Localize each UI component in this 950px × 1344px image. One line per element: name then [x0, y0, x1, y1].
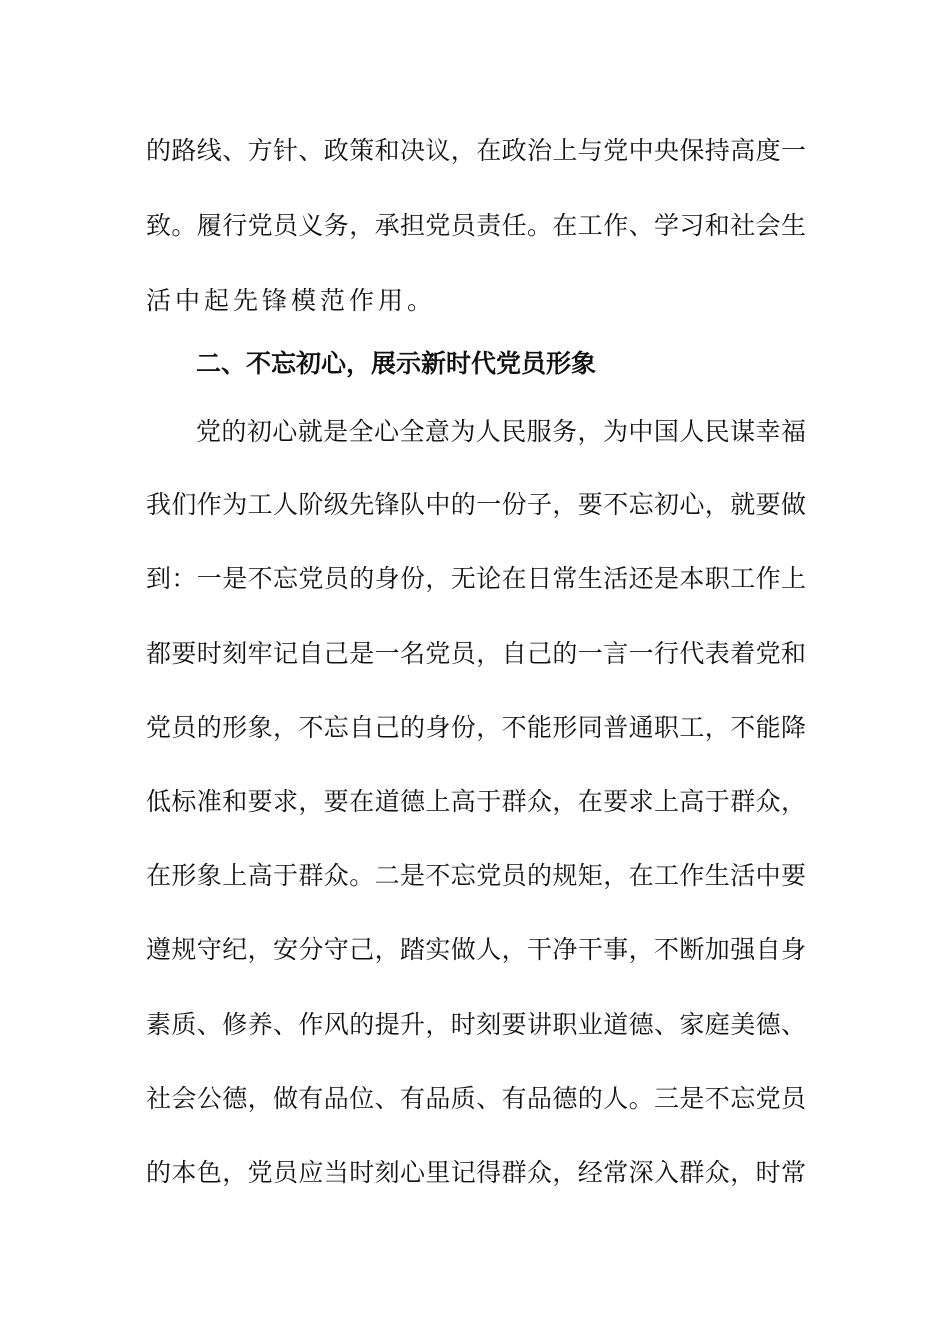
paragraph-line: 致。履行党员义务，承担党员责任。在工作、学习和社会生	[146, 211, 806, 240]
paragraph-line: 我们作为工人阶级先锋队中的一份子，要不忘初心，就要做	[146, 490, 806, 519]
paragraph-line: 都要时刻牢记自己是一名党员，自己的一言一行代表着党和	[146, 639, 806, 668]
paragraph-line: 在形象上高于群众。二是不忘党员的规矩，在工作生活中要	[146, 861, 806, 890]
paragraph-line: 到：一是不忘党员的身份，无论在日常生活还是本职工作上	[146, 564, 806, 593]
paragraph-line: 党员的形象，不忘自己的身份，不能形同普通职工，不能降	[146, 713, 806, 742]
paragraph-line: 遵规守纪，安分守己，踏实做人，干净干事，不断加强自身	[146, 935, 806, 964]
paragraph-line: 社会公德，做有品位、有品质、有品德的人。三是不忘党员	[146, 1084, 806, 1113]
paragraph-line: 的路线、方针、政策和决议，在政治上与党中央保持高度一	[146, 136, 806, 165]
paragraph-line: 的本色，党员应当时刻心里记得群众，经常深入群众，时常	[146, 1158, 806, 1187]
paragraph-line: 党的初心就是全心全意为人民服务，为中国人民谋幸福	[196, 417, 806, 446]
paragraph-line: 低标准和要求，要在道德上高于群众，在要求上高于群众，	[146, 787, 806, 816]
paragraph-line: 活中起先锋模范作用。	[146, 286, 437, 315]
section-heading: 二、不忘初心，展示新时代党员形象	[196, 349, 597, 378]
paragraph-line: 素质、修养、作风的提升，时刻要讲职业道德、家庭美德、	[146, 1010, 806, 1039]
